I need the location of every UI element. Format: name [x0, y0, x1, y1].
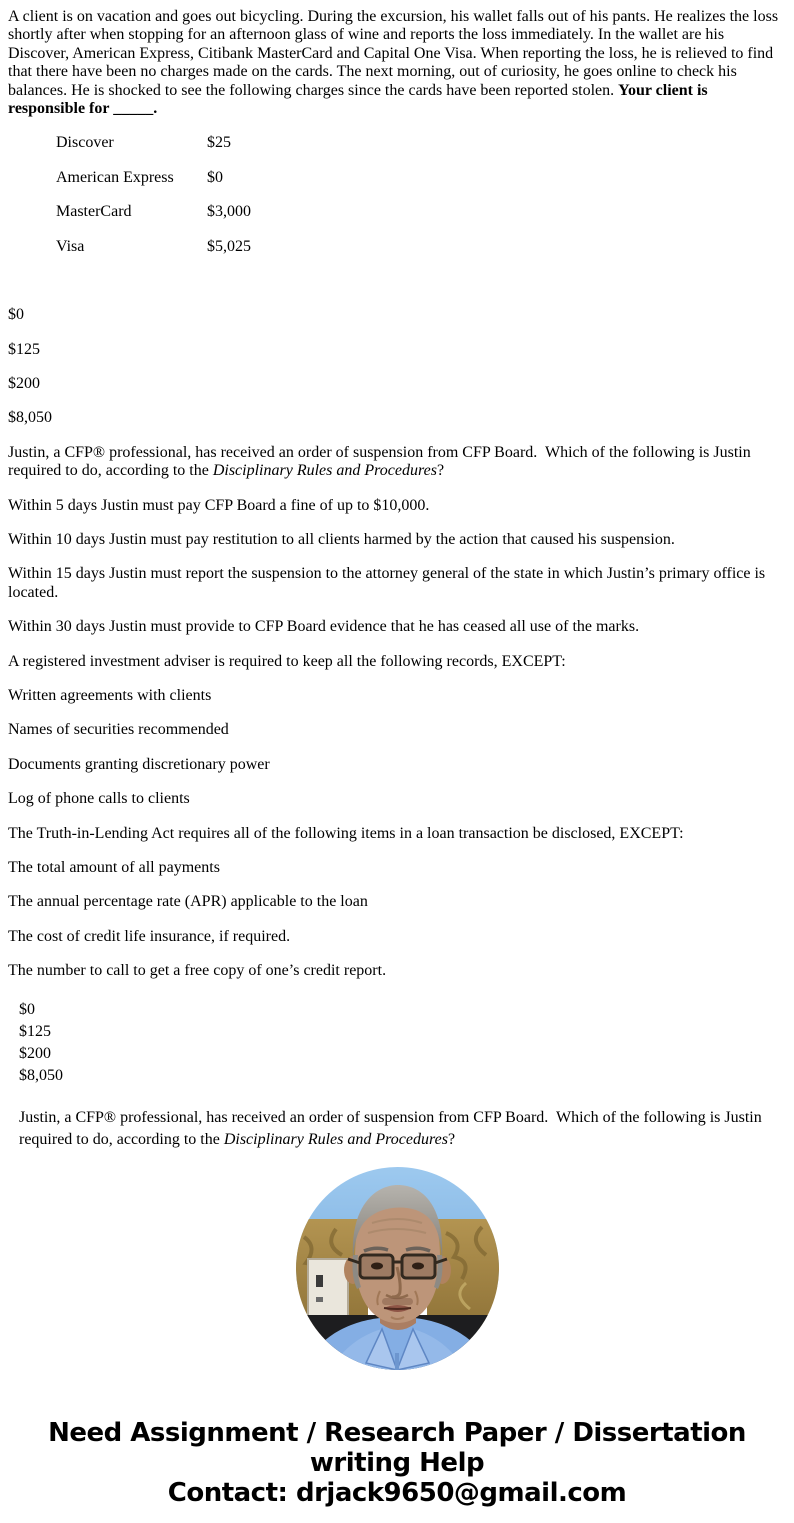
question-italic-text: Disciplinary Rules and Procedures — [212, 462, 437, 480]
card-name: American Express — [56, 168, 174, 186]
question-text: Justin, a CFP® professional, has received an order of suspension from CFP Board. Which of the following is Justin required to do, according to the — [19, 1108, 766, 1148]
footer-contact-email: Contact: drjack9650@gmail.com — [167, 1477, 627, 1508]
card-name: Discover — [56, 134, 114, 152]
question-text: Justin, a CFP® professional, has received an order of suspension from CFP Board. Which of the following is Justin required to do, according to the — [8, 443, 755, 480]
card-amount: $3,000 — [207, 203, 251, 221]
card-amount: $0 — [207, 168, 223, 186]
repeated-question-paragraph — [8, 1107, 786, 1151]
answer-option: Within 5 days Justin must pay CFP Board a fine of up to $10,000. — [8, 496, 430, 514]
repeated-options-block — [8, 999, 786, 1087]
table-row — [8, 203, 786, 221]
intro-text: A client is on vacation and goes out bicycling. During the excursion, his wallet falls out of his pants. He realizes the loss shortly after when stopping for an afternoon glass of wine and reports the loss immediately. In the wallet are his Discover, American Express, Citibank MasterCard and Capital One Visa. When reporting the loss, he is relieved to find that there have been no charges made on the cards. The next morning, out of curiosity, he goes online to check his balances. He is shocked to see the following charges since the cards have been reported stolen. — [8, 8, 779, 99]
card-charges-table — [8, 134, 786, 256]
answer-option: $0 — [19, 1000, 35, 1018]
answer-option: Within 30 days Justin must provide to CFP Board evidence that he has ceased all use of the marks. — [8, 618, 640, 636]
answer-option: The total amount of all payments — [8, 858, 220, 876]
table-row — [8, 238, 786, 256]
answer-option: Within 15 days Justin must report the suspension to the attorney general of the state in which Justin’s primary office is located. — [8, 565, 766, 601]
answer-option: Log of phone calls to clients — [8, 790, 190, 808]
question-paragraph: The Truth-in-Lending Act requires all of the following items in a loan transaction be disclosed, EXCEPT: — [8, 824, 684, 842]
answer-option: $8,050 — [19, 1066, 63, 1084]
answer-option: $125 — [8, 340, 40, 358]
answer-option: The annual percentage rate (APR) applicable to the loan — [8, 893, 368, 911]
table-row — [8, 169, 786, 187]
avatar-photo — [296, 1167, 499, 1370]
card-name: MasterCard — [56, 203, 132, 221]
table-row — [8, 134, 786, 152]
answer-option: The number to call to get a free copy of one’s credit report. — [8, 962, 387, 980]
answer-option: Written agreements with clients — [8, 686, 212, 704]
question-italic-text: Disciplinary Rules and Procedures — [223, 1130, 448, 1148]
avatar-container — [8, 1167, 786, 1370]
question-paragraph: A registered investment adviser is required to keep all the following records, EXCEPT: — [8, 652, 566, 670]
answer-option: $0 — [8, 306, 24, 324]
footer-ad — [27, 1418, 767, 1508]
question-paragraph — [8, 444, 786, 481]
answer-option: $200 — [8, 375, 40, 393]
answer-option: Documents granting discretionary power — [8, 755, 270, 773]
question-text: ? — [447, 1130, 456, 1148]
card-amount: $25 — [207, 134, 231, 152]
card-name: Visa — [56, 237, 85, 255]
blank-line — [8, 272, 786, 290]
intro-paragraph — [8, 8, 786, 118]
intro-bold-text: Your client is responsible for _____. — [8, 81, 708, 117]
answer-option: $200 — [19, 1044, 51, 1062]
card-amount: $5,025 — [207, 237, 251, 255]
answer-option: Within 10 days Justin must pay restitution to all clients harmed by the action that caused his suspension. — [8, 531, 675, 549]
question-text: ? — [436, 462, 445, 480]
footer-help-text: Need Assignment / Research Paper / Dissertation writing Help — [48, 1417, 746, 1478]
answer-option: The cost of credit life insurance, if required. — [8, 927, 291, 945]
answer-option: $8,050 — [8, 409, 52, 427]
answer-option: Names of securities recommended — [8, 721, 229, 739]
answer-option: $125 — [19, 1022, 51, 1040]
